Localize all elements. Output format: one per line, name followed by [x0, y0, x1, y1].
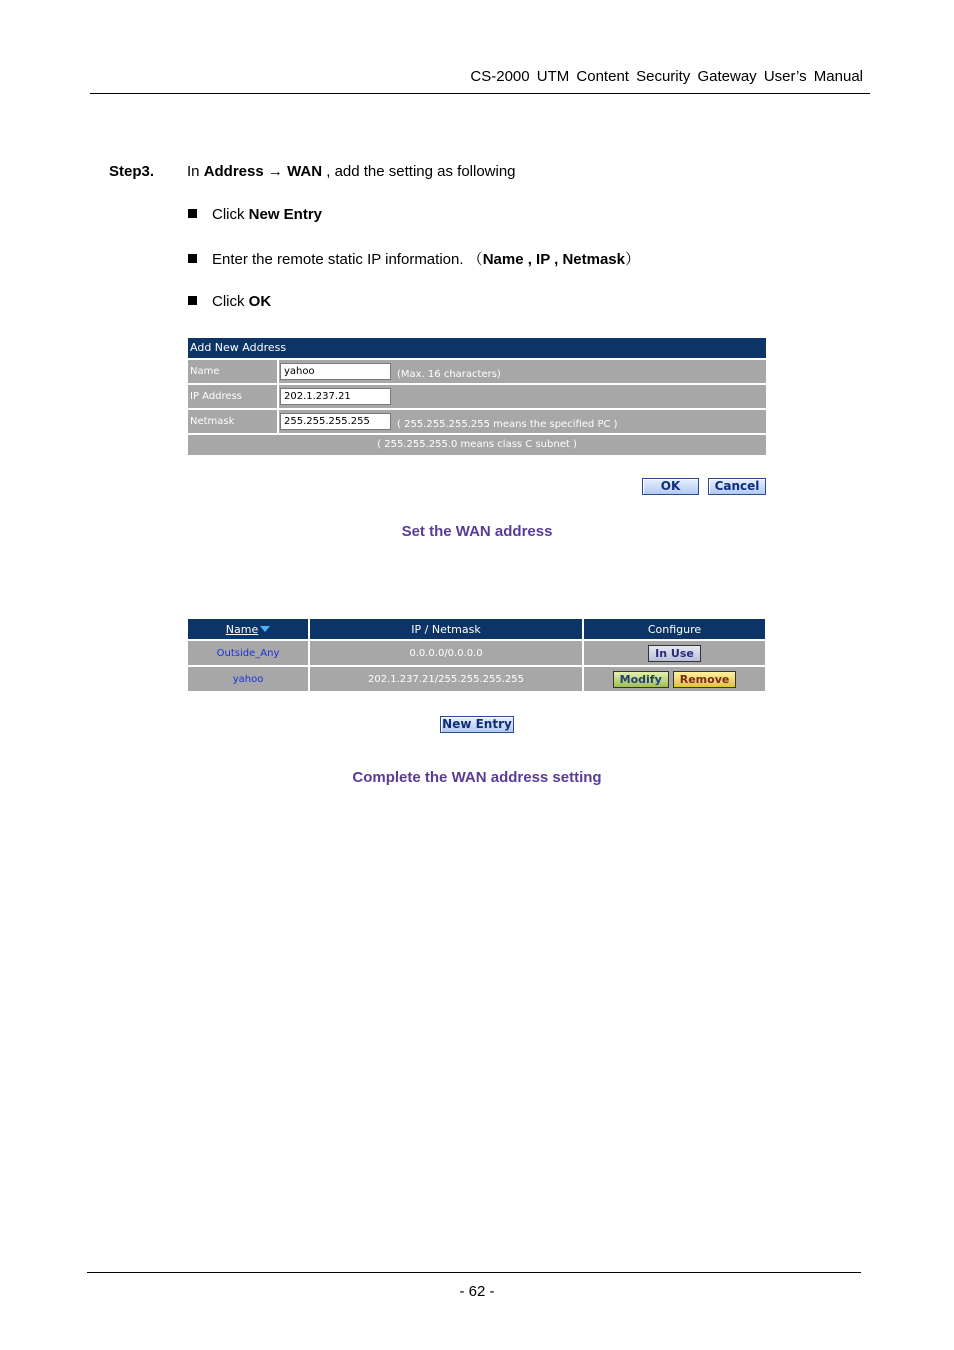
configure-cell	[584, 641, 765, 665]
bullet-item	[188, 293, 271, 310]
form-row-ip	[188, 385, 766, 410]
step-label: Step3.	[109, 163, 155, 180]
address-name[interactable]: yahoo	[188, 667, 308, 691]
ok-button[interactable]: OK	[642, 478, 699, 495]
modify-button[interactable]: Modify	[613, 671, 669, 688]
step-menu-address: Address	[203, 163, 264, 180]
configure-cell	[584, 667, 765, 691]
bullet-suffix: ）	[624, 251, 640, 268]
field-hint: ( 255.255.255.255 means the specified PC )	[397, 419, 618, 430]
name-input[interactable]: yahoo	[280, 363, 391, 380]
bullet-prefix: Enter the remote static IP information. （	[212, 251, 483, 268]
sort-down-icon[interactable]	[260, 626, 270, 632]
figure-caption: Set the WAN address	[401, 523, 553, 540]
netmask-input[interactable]: 255.255.255.255	[280, 413, 391, 430]
form-row-name	[188, 360, 766, 385]
add-address-panel	[188, 338, 766, 455]
step-instruction	[187, 163, 516, 180]
header-divider	[90, 93, 870, 94]
bullet-item	[188, 206, 322, 223]
bullet-square-icon	[188, 254, 197, 263]
address-table	[188, 619, 765, 693]
page-number: - 62 -	[459, 1283, 495, 1300]
table-row	[188, 667, 765, 693]
ip-address-input[interactable]: 202.1.237.21	[280, 388, 391, 405]
remove-button[interactable]: Remove	[673, 671, 737, 688]
document-header-title: CS-2000 UTM Content Security Gateway User’s Manual	[470, 68, 863, 85]
field-label: Netmask	[188, 410, 277, 433]
in-use-button[interactable]: In Use	[648, 645, 701, 662]
cancel-button[interactable]: Cancel	[708, 478, 766, 495]
bullet-bold: New Entry	[248, 206, 323, 223]
table-header-row	[188, 619, 765, 641]
column-header-configure: Configure	[584, 619, 765, 639]
step-menu-wan: WAN	[287, 163, 323, 180]
new-entry-button[interactable]: New Entry	[440, 716, 514, 733]
address-ip: 0.0.0.0/0.0.0.0	[310, 641, 582, 665]
figure-caption: Complete the WAN address setting	[352, 769, 602, 786]
table-row	[188, 641, 765, 667]
bullet-prefix: Click	[212, 206, 249, 223]
footer-divider	[87, 1272, 861, 1273]
step-intro-prefix: In	[187, 163, 204, 180]
bullet-square-icon	[188, 209, 197, 218]
netmask-footnote: ( 255.255.255.0 means class C subnet )	[188, 435, 766, 455]
step-intro-suffix: , add the setting as following	[322, 163, 516, 180]
address-name[interactable]: Outside_Any	[188, 641, 308, 665]
bullet-bold: OK	[248, 293, 272, 310]
field-label: IP Address	[188, 385, 277, 408]
arrow-icon: →	[267, 163, 283, 180]
field-label: Name	[188, 360, 277, 383]
panel-title: Add New Address	[188, 338, 766, 360]
bullet-item	[188, 248, 640, 269]
address-ip: 202.1.237.21/255.255.255.255	[310, 667, 582, 691]
bullet-prefix: Click	[212, 293, 249, 310]
field-hint: (Max. 16 characters)	[397, 369, 501, 380]
column-header-ip: IP / Netmask	[310, 619, 582, 639]
bullet-square-icon	[188, 296, 197, 305]
column-header-name[interactable]: Name	[188, 619, 308, 639]
bullet-bold: Name , IP , Netmask	[482, 251, 625, 268]
form-row-netmask	[188, 410, 766, 435]
